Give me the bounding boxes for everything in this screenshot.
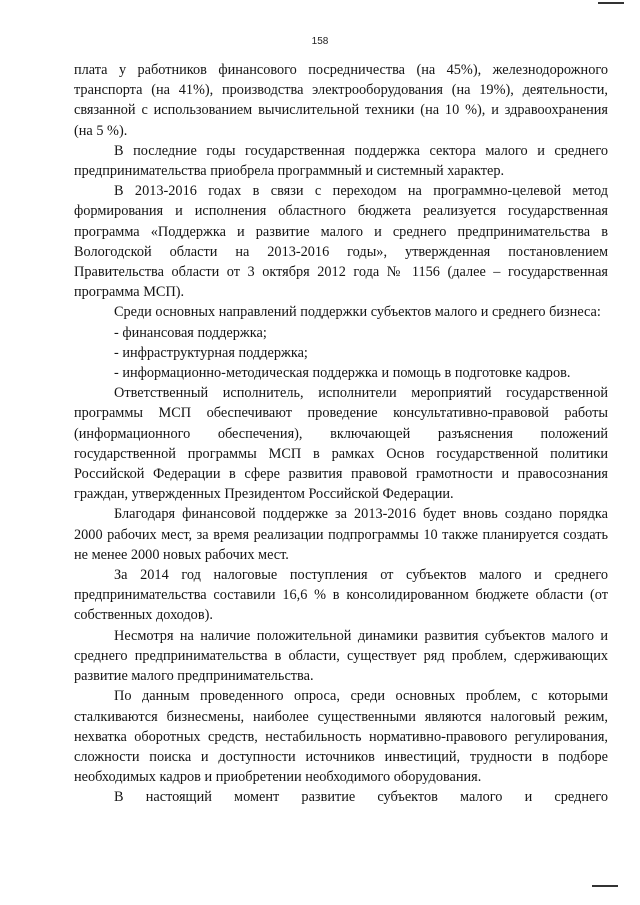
paragraph: По данным проведенного опроса, среди основных проблем, с которыми сталкиваются бизнесмены, наиболее существенными являются налоговый режим, нехватка оборотных средств, нестабильность нормативно-правового регулирования, сложности поиска и доступности источников инвестиций, трудности в подборе необходимых кадров и приобретении необходимого оборудования. (74, 688, 608, 786)
paragraph: В настоящий момент развитие субъектов малого и среднего (114, 789, 608, 806)
list-item: - финансовая поддержка; (114, 324, 267, 341)
paragraph: Благодаря финансовой поддержке за 2013-2016 будет вновь создано порядка 2000 рабочих мест, за время реализации подпрограммы 10 также планируется создать не менее 2000 новых рабочих мест. (74, 506, 608, 563)
paragraph: Несмотря на наличие положительной динамики развития субъектов малого и среднего предпринимательства в области, существует ряд проблем, сдерживающих развитие малого предпринимательства. (74, 627, 608, 685)
list-item: - инфраструктурная поддержка; (114, 344, 308, 361)
paragraph: В последние годы государственная поддержка сектора малого и среднего предпринимательства приобрела программный и системный характер. (74, 142, 608, 180)
body-text (74, 60, 608, 808)
paragraph: В 2013-2016 годах в связи с переходом на программно-целевой метод формирования и исполнения областного бюджета реализуется государственная программа «Поддержка и развитие малого и среднего предпринимательства в Вологодской области на 2013-2016 годы», утвержденная постановлением Правительства области от 3 октября 2012 года № 1156 (далее – государственная программа МСП). (74, 183, 608, 301)
corner-mark-top (598, 2, 624, 4)
paragraph: Ответственный исполнитель, исполнители мероприятий государственной программы МСП обеспечивают проведение консультативно-правовой работы (информационного обеспечения), включающей разъяснения положений государственной программы МСП в рамках Основ государственной политики Российской Федерации в сфере развития правовой грамотности и правосознания граждан, утвержденных Президентом Российской Федерации. (74, 385, 608, 503)
paragraph: Среди основных направлений поддержки субъектов малого и среднего бизнеса: (114, 304, 601, 321)
list-item: - информационно-методическая поддержка и помощь в подготовке кадров. (114, 365, 571, 382)
paragraph: плата у работников финансового посредничества (на 45%), железнодорожного транспорта (на 41%), производства электрооборудования (на 19%), деятельности, связанной с использованием вычислительной техники (на 10 %), и здравоохранения (на 5 %). (74, 62, 608, 139)
corner-mark-bottom (592, 885, 618, 887)
paragraph: За 2014 год налоговые поступления от субъектов малого и среднего предпринимательства составили 16,6 % в консолидированном бюджете области (от собственных доходов). (74, 567, 608, 624)
page-number: 158 (311, 36, 329, 47)
